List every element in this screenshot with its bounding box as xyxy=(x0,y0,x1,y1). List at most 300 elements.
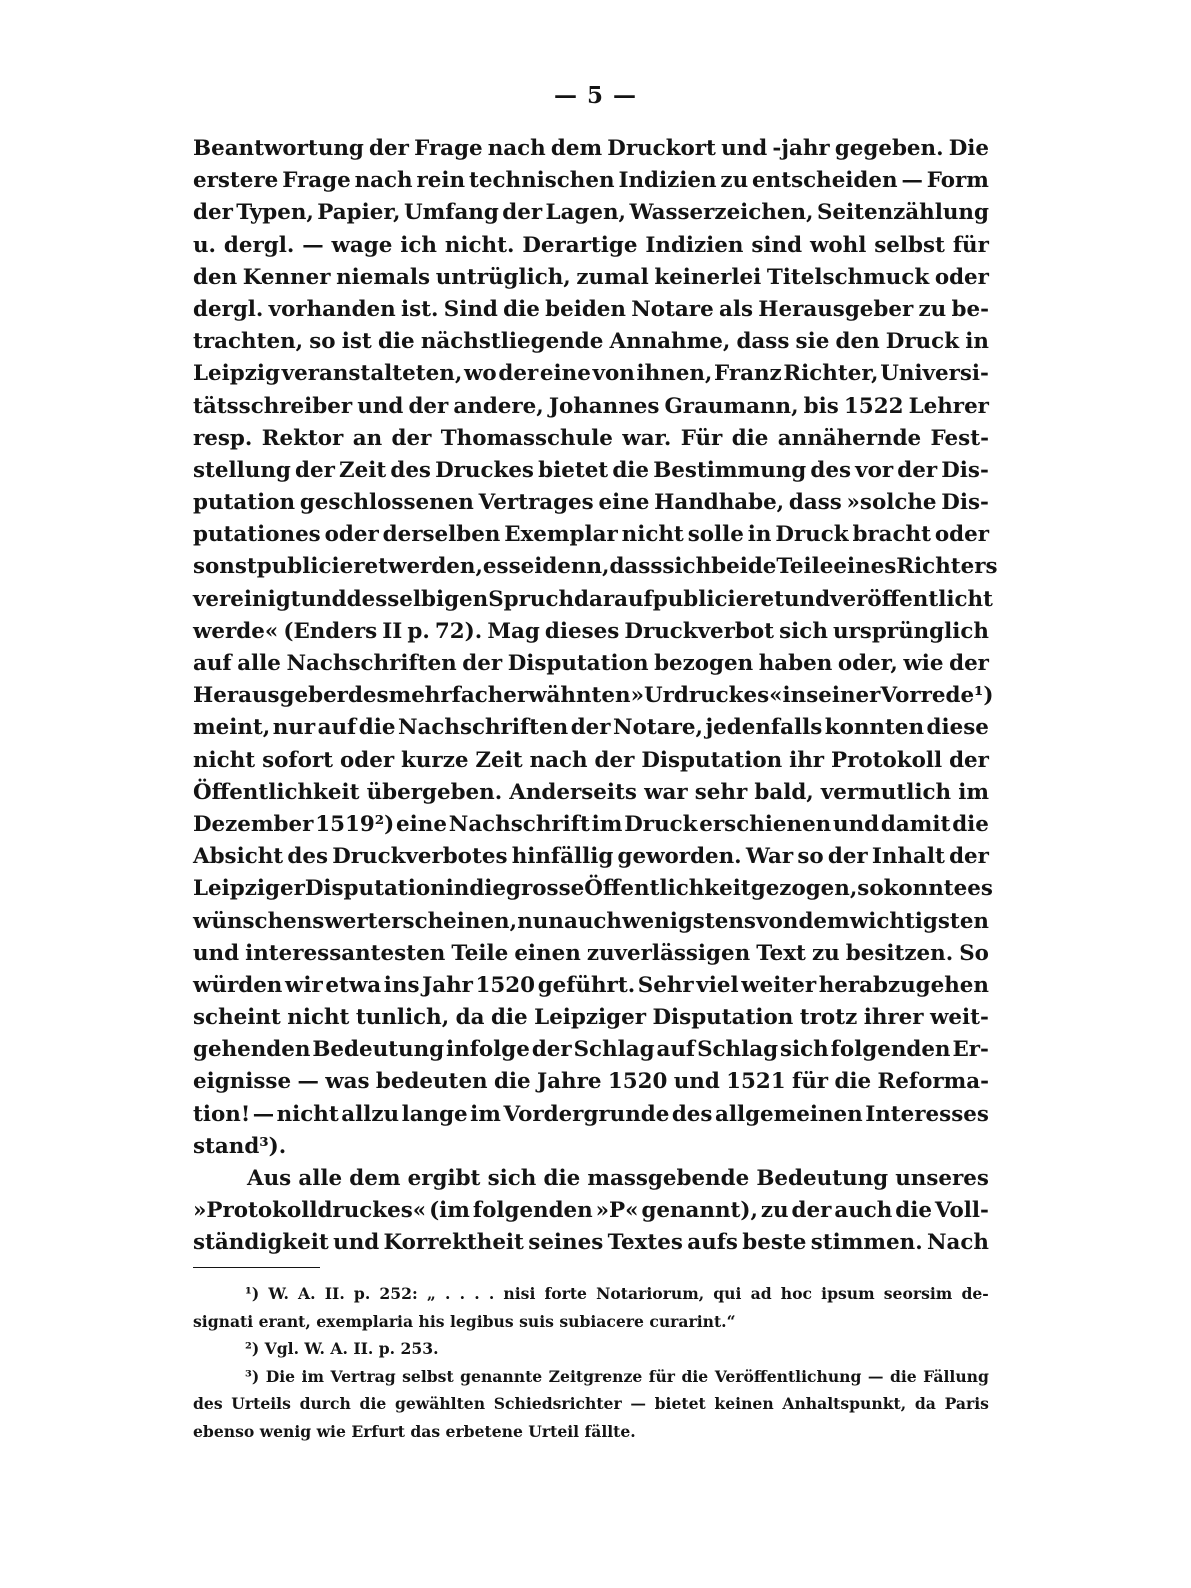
word: der xyxy=(570,715,611,741)
text-line xyxy=(193,358,989,390)
word: 1519²) xyxy=(315,811,395,837)
word: Druckes xyxy=(435,457,534,483)
word: sich xyxy=(487,1166,537,1191)
word: Reforma- xyxy=(877,1069,989,1095)
word: Dis- xyxy=(941,457,989,483)
word: Form xyxy=(926,168,989,194)
word: der xyxy=(949,844,989,870)
word: nächstliegende xyxy=(420,329,604,355)
word: alle xyxy=(298,1166,343,1191)
word: dass xyxy=(609,554,663,580)
word: da xyxy=(455,1005,485,1031)
word: an xyxy=(352,425,383,451)
word: »P« xyxy=(595,1198,639,1224)
word: Indizien xyxy=(618,168,717,194)
word: wohl xyxy=(809,232,867,258)
word: Annahme, xyxy=(609,329,731,355)
word: Thomasschule xyxy=(440,425,613,451)
word: die xyxy=(731,425,769,451)
word: der xyxy=(295,457,335,483)
word: erwähnten xyxy=(503,683,631,709)
word: den xyxy=(193,264,238,290)
word: Mag xyxy=(487,618,540,644)
word: Paris xyxy=(944,1394,989,1413)
footnote-line xyxy=(193,1308,989,1336)
word: »Urdruckes« xyxy=(630,683,783,709)
word: entscheiden xyxy=(752,168,898,194)
word: diese xyxy=(926,715,989,741)
word: tunlich, xyxy=(355,1005,450,1031)
word: zumal xyxy=(576,264,649,290)
word: des xyxy=(287,844,328,870)
word: der xyxy=(498,361,539,387)
word: Notare, xyxy=(613,715,703,741)
word: putation xyxy=(193,490,296,516)
word: Umfang xyxy=(403,200,499,226)
word: die xyxy=(612,457,650,483)
word: p. xyxy=(353,1284,371,1303)
word: Text xyxy=(756,940,806,966)
word: zu xyxy=(720,168,749,194)
word: beste xyxy=(742,1230,807,1256)
word: Disputation xyxy=(652,1005,794,1031)
text-line-text: stand³). xyxy=(193,1133,287,1159)
footnote-line xyxy=(193,1335,989,1363)
text-line xyxy=(193,1195,989,1227)
word: war xyxy=(644,779,688,805)
word: eine xyxy=(396,811,447,837)
word: . xyxy=(445,1284,451,1303)
word: Für xyxy=(680,425,723,451)
word: Bedeutung xyxy=(756,1166,889,1191)
text-line xyxy=(193,1163,989,1195)
word: rein xyxy=(416,168,466,194)
footnote-line xyxy=(193,1280,989,1308)
word: stimmen. xyxy=(810,1230,923,1256)
word: Teile xyxy=(451,940,509,966)
word: des xyxy=(347,683,389,709)
word: bald, xyxy=(754,779,814,805)
word: Bedeutung xyxy=(312,1037,445,1063)
word: der xyxy=(827,844,868,870)
footnotes xyxy=(193,1280,989,1445)
word: der xyxy=(408,393,449,419)
word: Urteils xyxy=(231,1394,291,1413)
word: veranstalteten, xyxy=(281,361,463,387)
word: trachten, xyxy=(193,329,304,355)
word: unseres xyxy=(895,1166,989,1191)
word: im xyxy=(958,779,989,805)
word: der xyxy=(949,651,989,676)
word: wie xyxy=(903,651,944,676)
word: selbst xyxy=(402,1366,454,1386)
word: Frage xyxy=(414,136,483,161)
text-line xyxy=(193,1227,989,1259)
word: stellung xyxy=(193,457,291,483)
word: weiter xyxy=(741,972,817,998)
word: nach xyxy=(529,747,588,773)
word: Druckort xyxy=(607,136,716,161)
word: allgemeinen xyxy=(714,1101,863,1127)
word: be- xyxy=(951,296,989,322)
word: Absicht xyxy=(193,844,284,870)
word: — xyxy=(252,1101,275,1127)
text-line xyxy=(193,809,989,841)
word: des xyxy=(390,457,431,483)
word: Notare xyxy=(631,296,714,322)
word: da xyxy=(914,1394,936,1413)
word: de- xyxy=(961,1284,989,1303)
text-line xyxy=(193,1066,989,1098)
word: des xyxy=(193,1394,223,1413)
word: Interesses xyxy=(865,1101,989,1127)
text-line xyxy=(193,1002,989,1034)
word: aufs xyxy=(687,1230,738,1256)
word: scheint xyxy=(193,1005,281,1031)
word: Exemplar xyxy=(504,522,618,548)
word: Notariorum, xyxy=(596,1284,705,1303)
word: im xyxy=(591,811,623,837)
word: Wasserzeichen, xyxy=(629,200,814,226)
word: Jahr xyxy=(422,972,473,998)
word: Herausgeber xyxy=(758,296,914,322)
word: wir xyxy=(284,972,323,998)
text-line xyxy=(193,551,998,583)
word: Lehrer xyxy=(908,393,989,419)
word: seorsim xyxy=(883,1284,953,1303)
word: Lagen, xyxy=(545,200,626,226)
word: des xyxy=(810,457,852,483)
word: zu xyxy=(760,1198,789,1224)
word: in xyxy=(445,876,470,902)
word: Nachschrift xyxy=(448,811,590,837)
word: und xyxy=(833,811,880,837)
word: konnten xyxy=(824,715,925,741)
word: Spruch xyxy=(488,586,575,612)
word: wünschenswert xyxy=(193,908,378,934)
word: Sehr xyxy=(637,972,694,998)
word: wichtigsten xyxy=(849,908,989,934)
word: zu xyxy=(812,940,840,966)
word: auf xyxy=(656,1037,696,1063)
word: die xyxy=(952,811,989,837)
word: der xyxy=(502,200,543,226)
word: — xyxy=(901,168,923,194)
word: dass xyxy=(788,490,842,516)
word: so xyxy=(797,844,824,870)
text-line xyxy=(193,1131,989,1163)
word: es xyxy=(967,876,993,902)
word: jedenfalls xyxy=(705,715,823,741)
word: sei xyxy=(508,554,543,580)
word: sind xyxy=(751,232,803,258)
word: Disputation xyxy=(304,876,446,902)
word: zu xyxy=(918,296,947,322)
word: nur xyxy=(272,715,316,741)
word: Vorrede¹) xyxy=(880,683,994,709)
word: — xyxy=(297,1069,319,1095)
word: vermutlich xyxy=(820,779,952,805)
word: die xyxy=(469,876,507,902)
word: Fest- xyxy=(930,425,989,451)
word: 1522 xyxy=(843,393,904,419)
word: Anhaltspunkt, xyxy=(782,1394,907,1413)
word: der xyxy=(193,200,233,226)
word: ergibt xyxy=(407,1166,481,1191)
word: der xyxy=(369,136,409,161)
word: und xyxy=(357,393,404,419)
word: derselben xyxy=(382,522,501,548)
word: weit- xyxy=(930,1005,989,1031)
word: Disputation xyxy=(507,651,649,676)
word: nisi xyxy=(503,1284,536,1303)
word: Teile xyxy=(776,554,834,580)
word: niemals xyxy=(336,264,431,290)
word: nicht xyxy=(287,1005,350,1031)
word: die xyxy=(493,1069,531,1095)
word: sehr xyxy=(694,779,748,805)
word: . xyxy=(459,1284,466,1303)
word: oder, xyxy=(837,651,898,676)
word: vorhanden xyxy=(268,296,396,322)
word: oder xyxy=(339,747,395,773)
word: p. xyxy=(407,618,430,644)
word: ihrer xyxy=(863,1005,924,1031)
word: Zeit xyxy=(338,457,387,483)
word: in xyxy=(965,329,989,355)
word: auch xyxy=(834,1198,893,1224)
word: nicht xyxy=(276,1101,339,1127)
word: selbst xyxy=(874,232,945,258)
text-line xyxy=(193,487,989,519)
word: wage xyxy=(331,232,393,258)
word: technischen xyxy=(469,168,615,194)
word: des xyxy=(671,1101,713,1127)
word: Anderseits xyxy=(509,779,637,805)
word: sofort xyxy=(262,747,334,773)
word: andere, xyxy=(453,393,544,419)
word: kurze xyxy=(401,747,469,773)
word: ursprünglich xyxy=(832,618,989,644)
word: oder xyxy=(934,264,989,290)
word: der xyxy=(897,457,938,483)
word: dieses xyxy=(544,618,620,644)
word: keinen xyxy=(714,1394,774,1413)
word: Jahre xyxy=(537,1069,602,1095)
word: war. xyxy=(622,425,672,451)
word: tion! xyxy=(193,1101,251,1127)
word: massgebende xyxy=(587,1166,750,1191)
word: dass xyxy=(736,329,790,355)
word: Rektor xyxy=(261,425,344,451)
text-line xyxy=(193,906,989,938)
word: Bestimmung xyxy=(653,457,807,483)
word: seines xyxy=(528,1230,604,1256)
word: und xyxy=(673,1069,720,1095)
word: ³) xyxy=(245,1366,260,1386)
word: Titelschmuck xyxy=(766,264,930,290)
word: ist. xyxy=(401,296,439,322)
text-line xyxy=(193,777,989,809)
word: es xyxy=(482,554,509,580)
word: von xyxy=(756,908,799,934)
word: ipsum xyxy=(821,1284,875,1303)
word: u. xyxy=(193,232,216,258)
word: 252: xyxy=(379,1284,418,1303)
text-line xyxy=(193,970,989,1002)
word: geschlossenen xyxy=(299,490,474,516)
word: und xyxy=(721,136,768,161)
word: sie xyxy=(795,329,830,355)
word: Druckverbotes xyxy=(332,844,508,870)
word: II. xyxy=(324,1284,345,1303)
word: Nachschriften xyxy=(286,651,457,676)
word: Inhalt xyxy=(871,844,945,870)
word: dem xyxy=(349,1166,401,1191)
word: veröffentlicht xyxy=(830,586,993,612)
word: die xyxy=(359,1394,387,1413)
word: infolge xyxy=(446,1037,530,1063)
word: Nachschriften xyxy=(397,715,569,741)
footnote-line-text: signati erant, exemplaria his legibus suis subiacere curarint.“ xyxy=(193,1311,736,1331)
word: grosse xyxy=(506,876,585,902)
text-line xyxy=(193,648,989,680)
word: bietet xyxy=(654,1394,706,1413)
word: — xyxy=(302,232,324,258)
word: ihnen, xyxy=(636,361,713,387)
word: genannte xyxy=(460,1366,543,1386)
word: »Protokolldruckes« xyxy=(193,1198,427,1224)
word: konnte xyxy=(883,876,968,902)
word: und xyxy=(193,940,240,966)
word: würden xyxy=(193,972,283,998)
word: der xyxy=(949,747,989,773)
word: beide xyxy=(711,554,777,580)
word: für xyxy=(792,1069,829,1095)
word: geführt. xyxy=(537,972,636,998)
word: Seitenzählung xyxy=(816,200,989,226)
word: Vertrages xyxy=(478,490,594,516)
word: der xyxy=(594,747,635,773)
word: Druckverbot xyxy=(624,618,775,644)
word: vereinigt xyxy=(193,586,301,612)
word: Veröffentlichung xyxy=(714,1366,862,1386)
word: Indizien xyxy=(645,232,744,258)
word: nach xyxy=(354,168,413,194)
word: (Enders xyxy=(283,618,378,644)
word: Kenner xyxy=(242,264,331,290)
word: mehrfach xyxy=(388,683,504,709)
word: II xyxy=(382,618,403,644)
text-line xyxy=(193,1034,989,1066)
word: übergeben. xyxy=(366,779,503,805)
word: darauf xyxy=(574,586,653,612)
word: die xyxy=(543,1166,581,1191)
word: folgenden xyxy=(830,1037,951,1063)
word: erschienen xyxy=(699,811,832,837)
word: ad xyxy=(750,1284,772,1303)
word: hinfällig xyxy=(511,844,614,870)
word: Dezember xyxy=(193,811,314,837)
footnote-line xyxy=(193,1390,989,1418)
word: forte xyxy=(544,1284,587,1303)
text-line xyxy=(193,938,989,970)
word: im xyxy=(470,1101,501,1127)
text-line xyxy=(193,712,989,744)
word: erstere xyxy=(193,168,279,194)
word: ins xyxy=(383,972,420,998)
word: in xyxy=(747,522,772,548)
word: herabzugehen xyxy=(818,972,989,998)
word: ist xyxy=(341,329,372,355)
word: gehenden xyxy=(193,1037,311,1063)
word: nun xyxy=(517,908,564,934)
text-line xyxy=(193,745,989,777)
word: Leipziger xyxy=(193,876,305,902)
word: Nach xyxy=(926,1230,989,1256)
word: haben xyxy=(758,651,833,676)
footnote-line xyxy=(193,1418,989,1446)
word: Die xyxy=(948,136,989,161)
word: die xyxy=(889,1366,917,1386)
word: Korrektheit xyxy=(383,1230,524,1256)
word: so xyxy=(857,876,884,902)
word: „ xyxy=(426,1284,436,1303)
word: desselbigen xyxy=(346,586,489,612)
word: nach xyxy=(487,136,546,161)
text-line xyxy=(193,230,989,262)
word: Aus xyxy=(247,1166,292,1191)
word: wenigstens xyxy=(622,908,756,934)
text-line xyxy=(193,1099,989,1131)
word: nicht xyxy=(193,747,256,773)
word: denn, xyxy=(542,554,610,580)
word: A. xyxy=(298,1284,316,1303)
word: sich xyxy=(662,554,712,580)
word: Er- xyxy=(952,1037,989,1063)
word: gezogen, xyxy=(750,876,858,902)
text-line xyxy=(193,391,989,423)
text-line xyxy=(193,455,989,487)
text-line xyxy=(193,519,989,551)
footnote-line xyxy=(193,1363,989,1391)
word: dem xyxy=(798,908,850,934)
word: Öffentlichkeit xyxy=(584,876,751,902)
text-line xyxy=(193,423,989,455)
word: und xyxy=(300,586,347,612)
word: oder xyxy=(324,522,379,548)
word: Fällung xyxy=(923,1366,989,1386)
word: Voll- xyxy=(934,1198,989,1224)
word: keinerlei xyxy=(654,264,762,290)
word: die xyxy=(503,296,540,322)
word: lange xyxy=(401,1101,468,1127)
word: Druck xyxy=(885,329,960,355)
word: die xyxy=(895,1198,932,1224)
word: Handhabe, xyxy=(654,490,785,516)
word: die xyxy=(834,1069,872,1095)
word: Druck xyxy=(624,811,698,837)
word: Vertrag xyxy=(330,1366,396,1386)
word: Herausgeber xyxy=(193,683,348,709)
word: Graumann, xyxy=(664,393,799,419)
word: ich xyxy=(400,232,437,258)
word: 1521 xyxy=(726,1069,786,1095)
word: besitzen. xyxy=(845,940,954,966)
word: bracht xyxy=(852,522,931,548)
word: beiden xyxy=(545,296,626,322)
text-line xyxy=(193,584,993,616)
